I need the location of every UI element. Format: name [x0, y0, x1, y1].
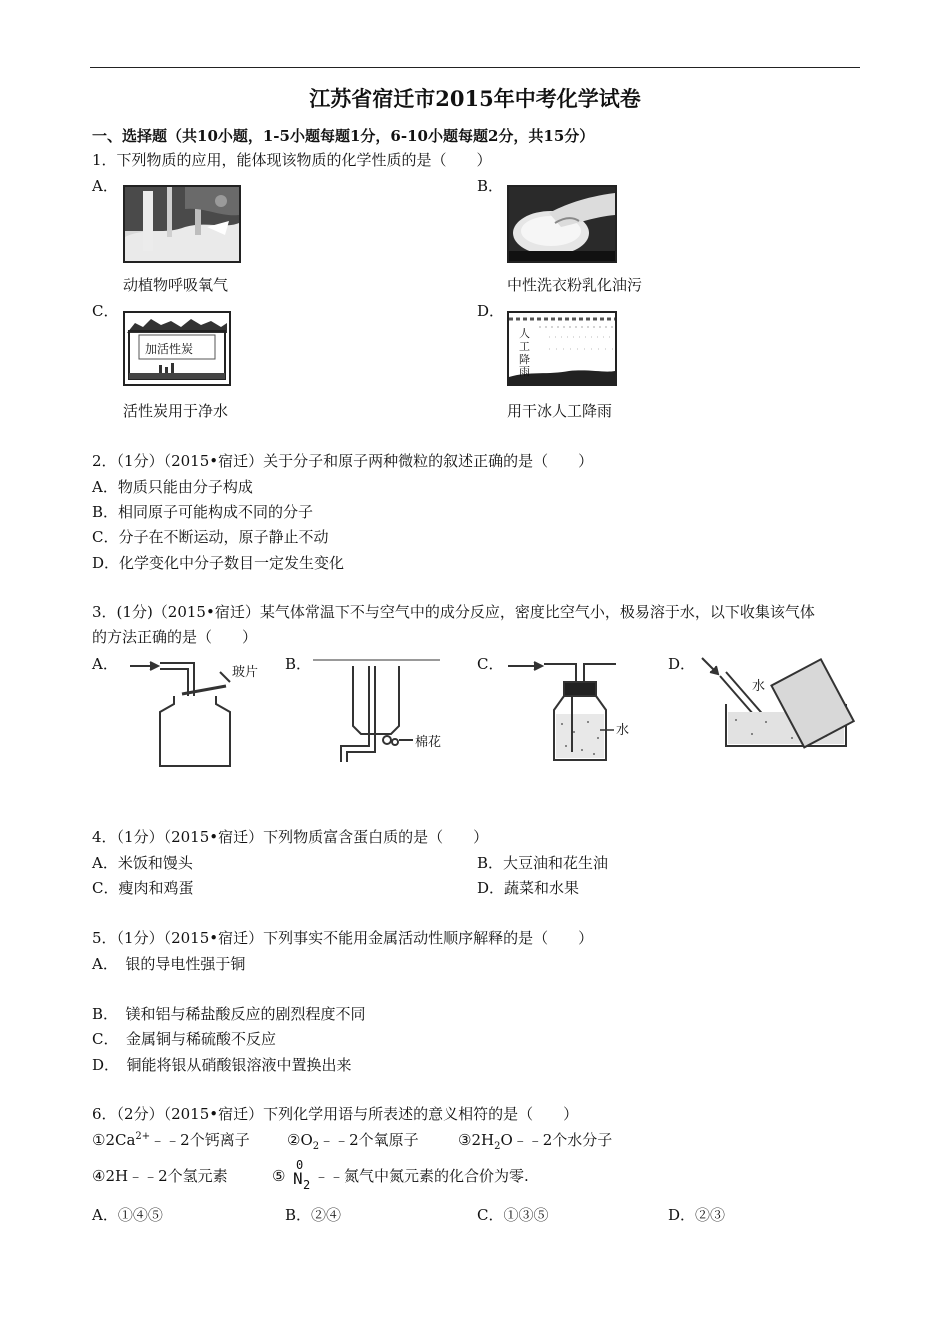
q1-option-a-letter: A． — [92, 177, 118, 195]
q3-diagram-b — [305, 654, 455, 774]
q3-option-d-letter: D． — [668, 655, 696, 673]
q6-option-c: C．①③⑤ — [477, 1206, 549, 1224]
q3-option-c-letter: C． — [477, 655, 504, 673]
q4-option-a: A．米饭和馒头 — [92, 854, 193, 872]
q3-diagram-a — [120, 654, 270, 774]
q1-option-a-text: 动植物呼吸氧气 — [123, 276, 229, 294]
page-title: 江苏省宿迁市2015年中考化学试卷 — [309, 86, 641, 111]
q1-option-c-letter: C． — [92, 302, 119, 320]
q5-option-c: C． 金属铜与稀硫酸不反应 — [92, 1030, 276, 1048]
q1-image-b-washing — [507, 185, 617, 263]
q5-option-b: B． 镁和铝与稀盐酸反应的剧烈程度不同 — [92, 1005, 366, 1023]
q1-image-d-char-2: 工 — [519, 340, 530, 353]
q2-option-a: A．物质只能由分子构成 — [92, 478, 253, 496]
q1-image-d-char-3: 降 — [519, 353, 530, 366]
q6-item-3: $③2H_2O﹣﹣2$个水分子 — [458, 1131, 613, 1152]
q2-stem: 2．（1分）（2015•宿迁）关于分子和原子两种微粒的叙述正确的是（ ） — [92, 452, 594, 470]
q6-stem: 6．（2分）（2015•宿迁）下列化学用语与所表述的意义相符的是（ ） — [92, 1105, 579, 1123]
q2-option-c: C．分子在不断运动，原子静止不动 — [92, 528, 329, 546]
q5-stem: 5．（1分）（2015•宿迁）下列事实不能用金属活动性顺序解释的是（ ） — [92, 929, 594, 947]
q1-stem: 1．下列物质的应用，能体现该物质的化学性质的是（ ） — [92, 151, 492, 169]
q1-option-b-letter: B． — [477, 177, 504, 195]
q6-item-2: $②O_2﹣﹣2$个氧原子 — [287, 1131, 419, 1152]
q1-option-d-letter: D． — [477, 302, 505, 320]
q6-option-b: B．②④ — [285, 1206, 342, 1224]
q1-image-c-label: 加活性炭 — [145, 342, 194, 356]
q4-option-d: D．蔬菜和水果 — [477, 879, 580, 897]
q1-image-d-rain — [507, 311, 617, 386]
q1-image-a-plants — [123, 185, 241, 263]
q3-label-cotton: 棉花 — [415, 735, 442, 750]
q5-option-a: A． 银的导电性强于铜 — [92, 955, 246, 973]
q4-option-b: B．大豆油和花生油 — [477, 854, 609, 872]
top-rule — [90, 67, 860, 68]
q4-option-c: C．瘦肉和鸡蛋 — [92, 879, 194, 897]
q3-label-water-d: 水 — [752, 679, 766, 694]
q1-image-c-activated-carbon — [123, 311, 231, 386]
q6-option-a: A．①④⑤ — [92, 1206, 163, 1224]
q3-label-water-c: 水 — [616, 723, 630, 738]
q3-label-glass-slide: 玻片 — [232, 665, 259, 680]
q1-option-d-text: 用干冰人工降雨 — [507, 402, 613, 420]
q6-item-5: ⑤ 0 N 2 ﹣﹣氮气中氮元素的化合价为零. — [272, 1158, 529, 1192]
q5-option-d: D． 铜能将银从硝酸银溶液中置换出来 — [92, 1056, 352, 1074]
q1-image-d-char-4: 雨 — [519, 365, 530, 378]
q3-stem-line1: 3．(1分)（2015•宿迁）某气体常温下不与空气中的成分反应，密度比空气小，极易溶于水，以下收集该气体 — [92, 603, 815, 621]
q6-item-1: $①2Ca^{2+}﹣﹣2$个钙离子 — [92, 1131, 250, 1149]
q3-stem-line2: 的方法正确的是（ ） — [92, 628, 258, 646]
q2-option-b: B．相同原子可能构成不同的分子 — [92, 503, 314, 521]
q3-diagram-c — [500, 654, 650, 774]
q3-option-b-letter: B． — [285, 655, 312, 673]
q6-option-d: D．②③ — [668, 1206, 726, 1224]
q1-option-c-text: 活性炭用于净水 — [123, 402, 229, 420]
q1-option-b-text: 中性洗衣粉乳化油污 — [507, 276, 643, 294]
q4-stem: 4．（1分）（2015•宿迁）下列物质富含蛋白质的是（ ） — [92, 828, 489, 846]
q2-option-d: D．化学变化中分子数目一定发生变化 — [92, 554, 345, 572]
q1-image-d-char-1: 人 — [519, 327, 530, 340]
q3-option-a-letter: A． — [92, 655, 118, 673]
section-heading: 一、选择题（共10小题，1-5小题每题1分，6-10小题每题2分，共15分） — [92, 127, 595, 145]
q6-item-4: ④2H﹣﹣2个氢元素 — [92, 1167, 228, 1185]
q3-diagram-d — [696, 650, 856, 760]
